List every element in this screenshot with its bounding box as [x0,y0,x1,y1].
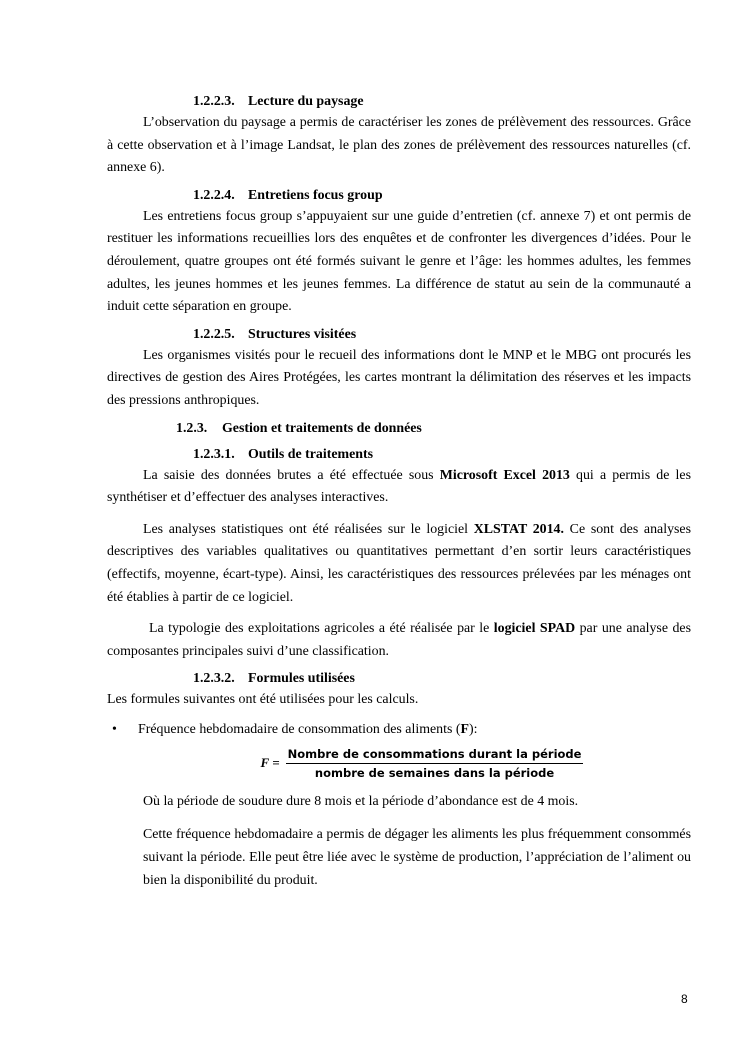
heading-1-2-2-3: 1.2.2.3. Lecture du paysage [193,94,364,109]
paragraph-lecture-paysage: L’observation du paysage a permis de caractériser les zones de prélèvement des ressources. Grâce à cette observation et à l’image Landsat, le plan des zones de prélèvement des ressources naturelles (cf. annexe 6). [107,115,691,176]
formula-frequence [107,747,691,780]
paragraph-periode-soudure: Où la période de soudure dure 8 mois et la période d’abondance est de 4 mois. [143,793,579,809]
formula-numerator: Nombre de consommations durant la période [286,747,584,764]
formula-fraction [286,747,584,780]
indented-block [107,791,691,892]
paragraph-focus-group: Les entretiens focus group s’appuyaient sur une guide d’entretien (cf. annexe 7) et ont permis de restituer les informations recueillies lors des enquêtes et de confronter les divergences d’idées. Pour le déroulement, quatre groupes ont été formés suivant le genre et l’âge: les hommes adultes, les femmes adultes, les jeunes hommes et les jeunes femmes. La différence de statut au sein de la communauté a induit cette séparation en groupe. [107,208,691,315]
heading-1-2-3: 1.2.3. Gestion et traitements de données [176,420,422,436]
bullet-dot-icon: • [112,721,117,737]
heading-1-2-3-1: 1.2.3.1. Outils de traitements [193,446,373,462]
bullet-frequence: • Fréquence hebdomadaire de consommation des aliments (F): [107,719,691,741]
paragraph-formules-intro: Les formules suivantes ont été utilisées pour les calculs. [107,692,419,708]
page-content [107,92,691,892]
page-number: 8 [681,992,688,1006]
paragraph-excel: La saisie des données brutes a été effectuée sous Microsoft Excel 2013 qui a permis de les synthétiser et d’effectuer des analyses interactives. [107,467,691,506]
formula-lhs: F = [260,755,280,771]
formula-denominator: nombre de semaines dans la période [314,765,555,780]
heading-1-2-2-4: 1.2.2.4. Entretiens focus group [193,187,383,203]
paragraph-structures-visitees: Les organismes visités pour le recueil des informations dont le MNP et le MBG ont procurés les directives de gestion des Aires Protégées, les cartes montrant la délimitation des réserves et les impacts des pressions anthropiques. [107,347,691,408]
paragraph-xlstat: Les analyses statistiques ont été réalisées sur le logiciel XLSTAT 2014. Ce sont des analyses descriptives des variables qualitatives ou quantitatives permettant d’en sortir leurs caractéristiques (effectifs, moyenne, écart-type). Ainsi, les caractéristiques des ressources prélevées par les ménages ont été établies à partir de ce logiciel. [107,521,691,605]
heading-1-2-2-5: 1.2.2.5. Structures visitées [193,326,357,342]
paragraph-frequence-hebdo: Cette fréquence hebdomadaire a permis de dégager les aliments les plus fréquemment consommés suivant la période. Elle peut être liée avec le système de production, l’appréciation de l’aliment ou bien la disponibilité du produit. [143,827,691,888]
heading-1-2-3-2: 1.2.3.2. Formules utilisées [193,671,355,687]
paragraph-spad: La typologie des exploitations agricoles a été réalisée par le logiciel SPAD par une analyse des composantes principales suivi d’une classification. [107,621,691,659]
